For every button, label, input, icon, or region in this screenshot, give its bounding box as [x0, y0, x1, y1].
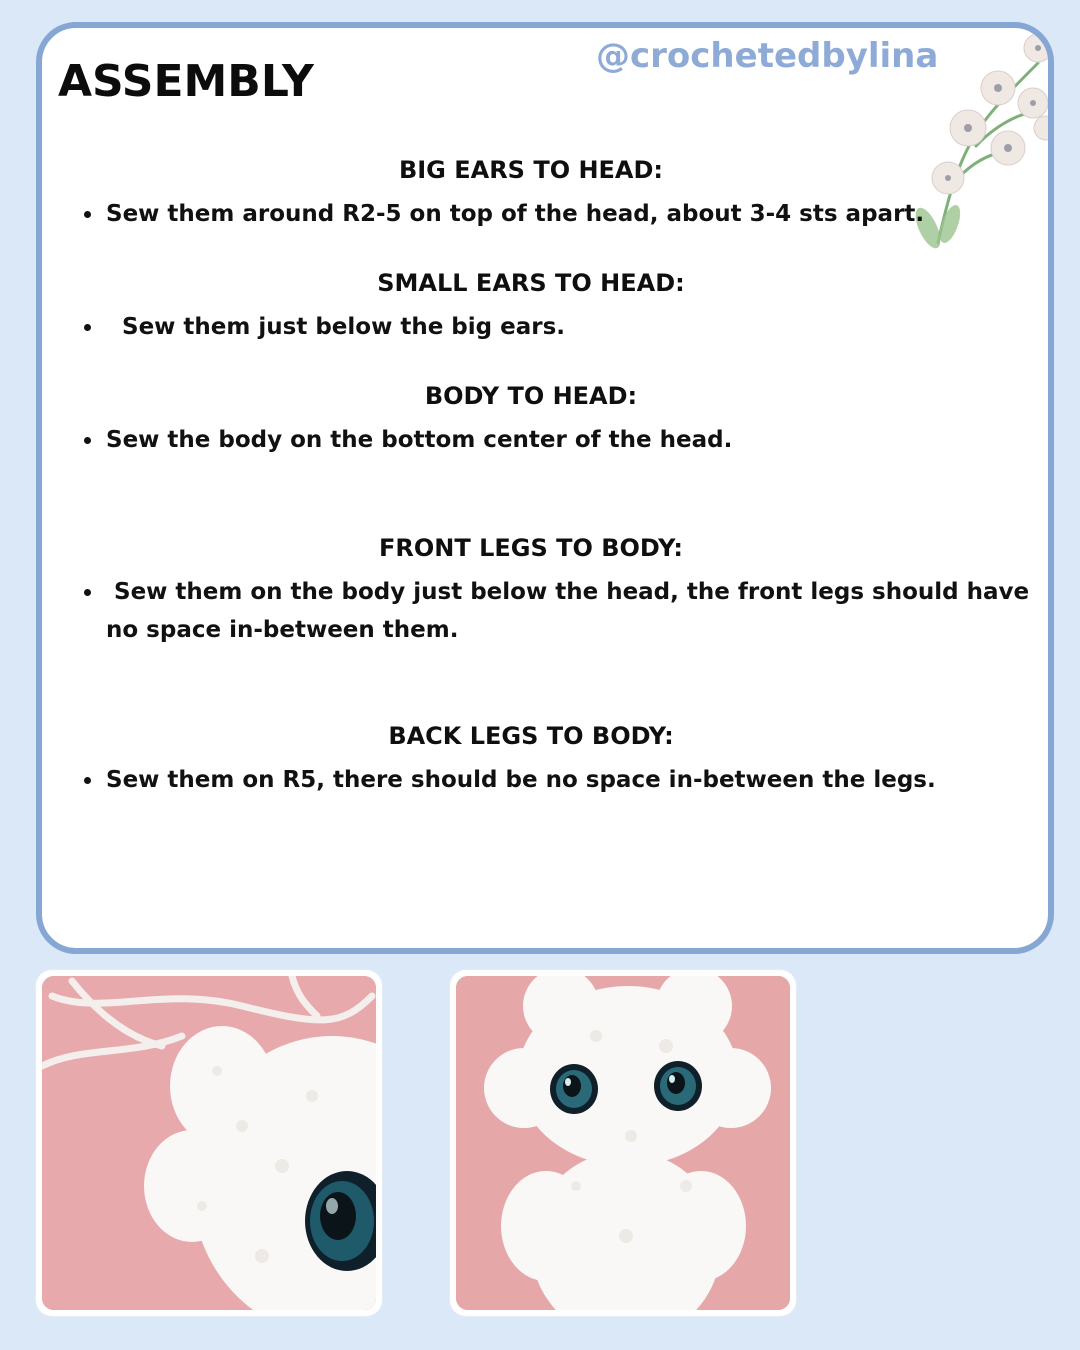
instruction-list	[78, 761, 1038, 799]
instruction-list	[78, 421, 1038, 459]
section-heading: FRONT LEGS TO BODY:	[378, 534, 683, 562]
page-title: ASSEMBLY	[58, 56, 314, 107]
section-heading: SMALL EARS TO HEAD:	[377, 269, 685, 297]
list-item: Sew them around R2-5 on top of the head, about 3-4 sts apart.	[106, 195, 1038, 233]
section-small-ears	[78, 269, 1038, 346]
assembly-card	[36, 22, 1054, 954]
section-front-legs	[78, 534, 1038, 649]
crochet-bear-photo-icon	[456, 976, 790, 1310]
list-item: Sew the body on the bottom center of the head.	[106, 421, 1038, 459]
photo-bear-side-view	[36, 970, 382, 1316]
crochet-bear-photo-icon	[42, 976, 376, 1310]
section-back-legs	[78, 722, 1038, 799]
photo-bear-front-view	[450, 970, 796, 1316]
list-item: Sew them just below the big ears.	[106, 308, 1038, 346]
list-item: Sew them on the body just below the head, the front legs should have no space in-between them.	[106, 573, 1038, 649]
instruction-list	[78, 573, 1038, 649]
list-item: Sew them on R5, there should be no space in-between the legs.	[106, 761, 1038, 799]
section-heading: BACK LEGS TO BODY:	[388, 722, 674, 750]
section-heading: BIG EARS TO HEAD:	[398, 156, 664, 184]
section-heading: BODY TO HEAD:	[424, 382, 638, 410]
instruction-list	[78, 308, 1038, 346]
section-body-to-head	[78, 382, 1038, 459]
instruction-list	[78, 195, 1038, 233]
brand-handle: @crochetedbylina	[596, 36, 939, 76]
section-big-ears	[78, 156, 1038, 233]
